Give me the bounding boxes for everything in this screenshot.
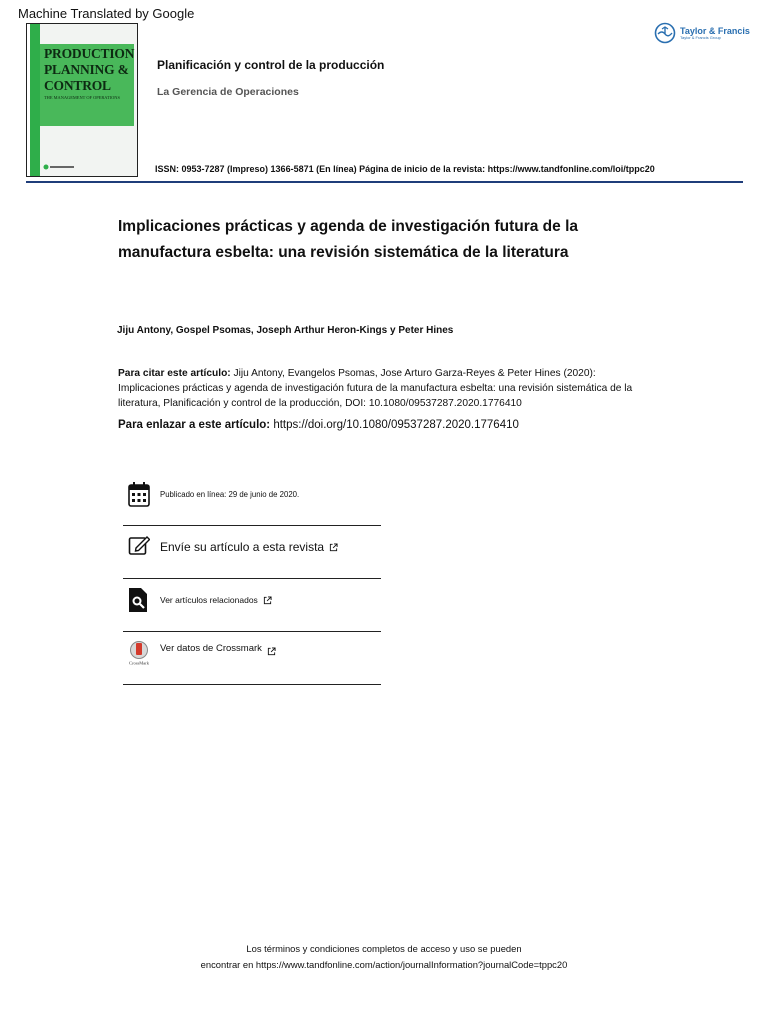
journal-subtitle: La Gerencia de Operaciones: [157, 86, 299, 98]
info-divider-3: [123, 631, 381, 632]
article-authors: Jiju Antony, Gospel Psomas, Joseph Arthur Heron-Kings y Peter Hines: [117, 325, 454, 336]
terms-footer: [0, 941, 768, 973]
citation-block: [118, 366, 638, 411]
taylor-francis-icon: [654, 22, 676, 44]
crossmark-icon-label: CrossMark: [129, 660, 149, 666]
issn-homepage-line[interactable]: ISSN: 0953-7287 (Impreso) 1366-5871 (En línea) Página de inicio de la revista: https://www.tandfonline.com/loi/tppc20: [155, 164, 655, 174]
related-articles-link[interactable]: Ver artículos relacionados: [160, 595, 258, 605]
article-link-label: Para enlazar a este artículo:: [118, 419, 271, 431]
publisher-name: Taylor & Francis: [680, 25, 750, 36]
submit-article-link[interactable]: Envíe su artículo a esta revista: [160, 540, 325, 554]
published-online-row: [123, 481, 381, 507]
citation-text: Jiju Antony, Evangelos Psomas, Jose Arturo Garza-Reyes & Peter Hines (2020): Implicaciones prácticas y agenda de investigación futura de la manufactura esbelta: una revisión sistemática de la literatura, Planificación y control de la producción, DOI: 10.1080/09537287.2020.1776410: [118, 368, 633, 409]
machine-translation-banner: Machine Translated by Google: [18, 6, 195, 21]
external-link-icon: [267, 647, 276, 656]
cover-green-stripe: [30, 24, 40, 176]
header-divider: [26, 181, 743, 183]
journal-cover-image: [26, 23, 138, 177]
cover-subtitle: THE MANAGEMENT OF OPERATIONS: [44, 95, 120, 100]
article-title: Implicaciones prácticas y agenda de investigación futura de la manufactura esbelta: una revisión sistemática de la literatura: [118, 218, 578, 261]
crossmark-icon: [128, 640, 150, 666]
article-link-line: [118, 419, 519, 431]
journal-title: Planificación y control de la producción: [157, 58, 385, 72]
cover-title-line-2: PLANNING &: [44, 62, 129, 77]
crossmark-row[interactable]: [123, 640, 381, 666]
article-doi-link[interactable]: https://doi.org/10.1080/09537287.2020.1776410: [270, 419, 519, 431]
footer-line-1: Los términos y condiciones completos de acceso y uso se pueden: [246, 943, 522, 954]
publisher-group: Taylor & Francis Group: [680, 34, 721, 40]
edit-icon: [128, 534, 150, 560]
published-online-date: Publicado en línea: 29 de junio de 2020.: [160, 489, 300, 499]
info-divider-1: [123, 525, 381, 526]
document-search-icon: [128, 587, 150, 613]
publisher-logo: [654, 22, 750, 44]
info-divider-2: [123, 578, 381, 579]
cover-title-line-1: PRODUCTION: [44, 46, 135, 61]
cover-title-box: [40, 44, 134, 126]
related-articles-row[interactable]: [123, 587, 381, 613]
calendar-icon: [128, 481, 150, 507]
cover-title-line-3: CONTROL: [44, 78, 111, 93]
info-divider-4: [123, 684, 381, 685]
external-link-icon: [329, 543, 338, 552]
citation-label: Para citar este artículo:: [118, 368, 231, 379]
external-link-icon: [263, 596, 272, 605]
crossmark-link[interactable]: Ver datos de Crossmark: [160, 642, 262, 654]
footer-line-2[interactable]: encontrar en https://www.tandfonline.com/action/journalInformation?journalCode=tppc20: [200, 959, 568, 970]
cover-publisher-logo-icon: [43, 164, 77, 170]
submit-article-row[interactable]: [123, 534, 381, 560]
